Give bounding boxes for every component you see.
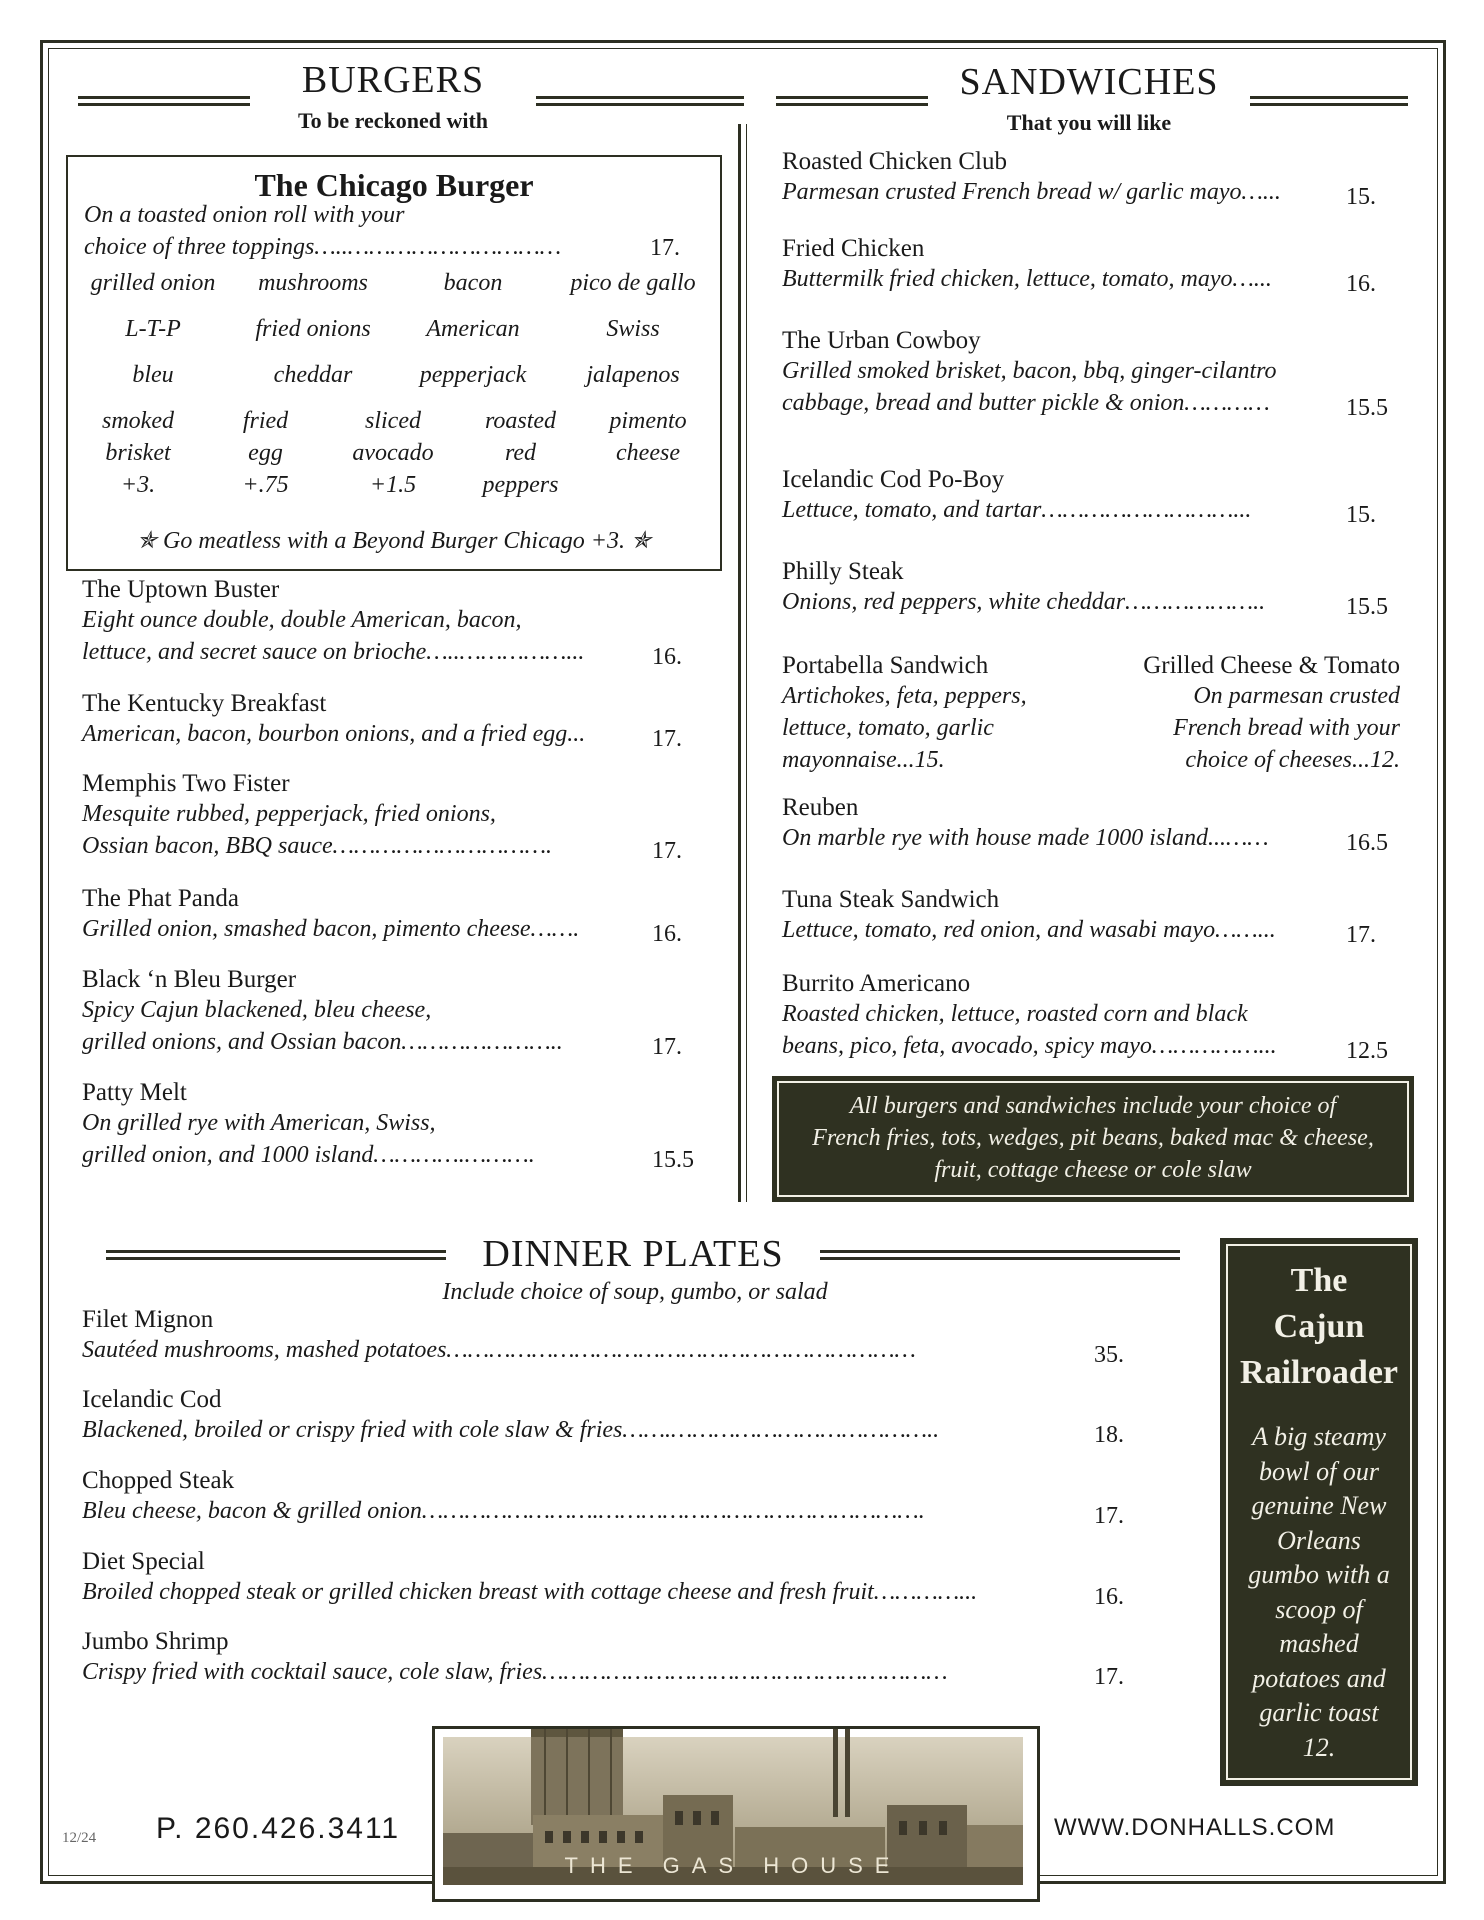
chicago-burger-desc-2: choice of three toppings…..………………………… [84, 234, 562, 260]
sandwich-item-grilled-cheese [1090, 652, 1400, 776]
item-price: 12.5 [1346, 1038, 1388, 1064]
item-price: 35. [1094, 1342, 1124, 1368]
item-desc: French bread with your [1173, 715, 1400, 741]
item-name: Icelandic Cod [82, 1386, 222, 1413]
item-name: Tuna Steak Sandwich [782, 886, 1000, 913]
sides-note-box [772, 1076, 1414, 1202]
toppings-row-1 [78, 267, 708, 299]
item-price: 18. [1094, 1422, 1124, 1448]
burger-item-phat-panda [82, 885, 712, 945]
item-price: 16.5 [1346, 830, 1388, 856]
item-desc: Lettuce, tomato, red onion, and wasabi mayo……... [782, 917, 1276, 943]
topping: pepperjack [419, 362, 527, 388]
dinner-item-icelandic-cod [82, 1386, 1132, 1446]
item-price: 15. [1346, 502, 1376, 528]
dinner-rule-left [106, 1250, 446, 1260]
dinner-item-filet-mignon [82, 1306, 1132, 1366]
item-desc: Eight ounce double, double American, bacon, [82, 607, 522, 633]
column-divider-left [738, 124, 741, 1202]
item-desc: lettuce, tomato, garlic [782, 715, 994, 741]
dinner-item-jumbo-shrimp [82, 1628, 1132, 1688]
cajun-railroader-box [1220, 1238, 1418, 1786]
phone-number: P. 260.426.3411 [156, 1812, 401, 1845]
item-desc: On marble rye with house made 1000 island...…… [782, 825, 1269, 851]
sandwich-item-burrito-americano [782, 970, 1402, 1062]
item-price: 16. [1346, 271, 1376, 297]
item-name: The Uptown Buster [82, 576, 280, 603]
chicago-burger-name: The Chicago Burger [254, 167, 534, 203]
item-price: 17. [652, 838, 682, 864]
item-desc: Bleu cheese, bacon & grilled onion…………………….………………………………………. [82, 1498, 925, 1524]
item-name: Burrito Americano [782, 970, 971, 997]
sandwich-item-tuna-steak [782, 886, 1402, 946]
item-price: 16. [652, 644, 682, 670]
toppings-row-3 [78, 359, 708, 391]
item-desc: Ossian bacon, BBQ sauce…………………………. [82, 833, 553, 859]
sandwich-item-portabella [782, 652, 1082, 776]
item-desc: grilled onion, and 1000 island………….………. [82, 1142, 535, 1168]
cajun-title: The Cajun Railroader [1239, 1262, 1398, 1391]
item-desc: Broiled chopped steak or grilled chicken breast with cottage cheese and fresh fruit…………... [82, 1579, 978, 1605]
burger-item-black-n-bleu [82, 966, 712, 1058]
burger-item-memphis-two-fister [82, 770, 712, 862]
item-desc: Grilled smoked brisket, bacon, bbq, ginger-cilantro [782, 358, 1277, 384]
topping: Swiss [606, 316, 660, 342]
item-name: Chopped Steak [82, 1467, 235, 1494]
menu-date: 12/24 [62, 1830, 97, 1846]
topping: American [426, 316, 520, 342]
dinner-title: DINNER PLATES [482, 1233, 784, 1275]
sandwich-item-reuben [782, 794, 1402, 854]
column-divider-right [746, 124, 747, 1202]
premium-topping: roasted red peppers [482, 408, 559, 498]
item-name: The Phat Panda [82, 885, 239, 912]
premium-toppings-row [78, 405, 708, 501]
item-desc: lettuce, and secret sauce on brioche…..……………... [82, 639, 585, 665]
item-desc: grilled onions, and Ossian bacon………………….. [82, 1029, 563, 1055]
topping: grilled onion [90, 270, 216, 296]
dinner-item-chopped-steak [82, 1467, 1132, 1527]
toppings-row-2 [78, 313, 708, 345]
topping: mushrooms [258, 270, 368, 296]
item-name: Icelandic Cod Po-Boy [782, 466, 1005, 493]
item-price: 17. [652, 726, 682, 752]
item-desc: Mesquite rubbed, pepperjack, fried onions, [82, 801, 496, 827]
meatless-note: ✯ Go meatless with a Beyond Burger Chicago +3. ✯ [136, 528, 652, 554]
item-name: The Kentucky Breakfast [82, 690, 327, 717]
chicago-burger-price: 17. [650, 235, 680, 261]
item-desc: Buttermilk fried chicken, lettuce, tomato, mayo…... [782, 266, 1272, 292]
topping: fried onions [255, 316, 371, 342]
dinner-item-diet-special [82, 1548, 1132, 1608]
topping: bacon [443, 270, 503, 296]
sides-note-line-3: fruit, cottage cheese or cole slaw [934, 1157, 1252, 1183]
burgers-rule-right [536, 96, 744, 106]
topping: pico de gallo [570, 270, 696, 296]
chicago-burger-desc-1: On a toasted onion roll with your [84, 202, 405, 228]
cajun-description: A big steamy bowl of our genuine New Orleans gumbo with a scoop of mashed potatoes and garlic toast 12. [1248, 1422, 1390, 1762]
item-name: Reuben [782, 794, 859, 821]
item-desc: American, bacon, bourbon onions, and a fried egg... [82, 721, 586, 747]
sides-note-line-1: All burgers and sandwiches include your choice of [849, 1093, 1337, 1119]
item-name: Filet Mignon [82, 1306, 214, 1333]
topping: cheddar [273, 362, 353, 388]
topping: jalapenos [586, 362, 680, 388]
item-desc: Artichokes, feta, peppers, [782, 683, 1027, 709]
item-desc: On grilled rye with American, Swiss, [82, 1110, 436, 1136]
burger-item-patty-melt [82, 1079, 712, 1171]
burger-item-uptown-buster [82, 576, 712, 668]
gas-house-photo-frame [432, 1726, 1040, 1902]
item-name: Grilled Cheese & Tomato [1143, 652, 1400, 679]
item-price: 16. [1094, 1584, 1124, 1610]
item-name: Black ‘n Bleu Burger [82, 966, 297, 993]
burgers-title: BURGERS [301, 59, 485, 101]
item-desc: Blackened, broiled or crispy fried with cole slaw & fries…….……………………………….. [82, 1417, 940, 1443]
sandwich-item-urban-cowboy [782, 327, 1402, 419]
item-price: 17. [1094, 1503, 1124, 1529]
premium-topping: smoked brisket +3. [102, 408, 174, 498]
item-name: Fried Chicken [782, 235, 925, 262]
item-desc: Spicy Cajun blackened, bleu cheese, [82, 997, 432, 1023]
item-desc: Roasted chicken, lettuce, roasted corn and black [782, 1001, 1248, 1027]
item-price: 15.5 [652, 1147, 694, 1173]
item-name: Jumbo Shrimp [82, 1628, 229, 1655]
item-name: Diet Special [82, 1548, 205, 1575]
item-name: Portabella Sandwich [782, 652, 989, 679]
website: WWW.DONHALLS.COM [1054, 1814, 1336, 1841]
item-desc: cabbage, bread and butter pickle & onion………… [782, 390, 1270, 416]
chicago-burger-box [66, 155, 722, 571]
item-name: Roasted Chicken Club [782, 148, 1007, 175]
sandwich-item-roasted-chicken-club [782, 148, 1402, 208]
item-desc: mayonnaise...15. [782, 747, 945, 773]
item-desc: choice of cheeses...12. [1185, 747, 1400, 773]
item-desc: Onions, red peppers, white cheddar……………….. [782, 589, 1266, 615]
item-desc: On parmesan crusted [1193, 683, 1400, 709]
sandwiches-rule-left [776, 96, 928, 106]
premium-topping: pimento cheese [609, 408, 687, 466]
sides-note-line-2: French fries, tots, wedges, pit beans, baked mac & cheese, [812, 1125, 1374, 1151]
premium-topping: fried egg +.75 [242, 408, 289, 498]
topping: L-T-P [125, 316, 181, 342]
item-name: Patty Melt [82, 1079, 187, 1106]
item-price: 17. [652, 1034, 682, 1060]
item-desc: beans, pico, feta, avocado, spicy mayo……………... [782, 1033, 1277, 1059]
item-desc: Sautéed mushrooms, mashed potatoes………………………………………………………… [82, 1337, 916, 1363]
dinner-subtitle: Include choice of soup, gumbo, or salad [442, 1279, 828, 1305]
item-name: Memphis Two Fister [82, 770, 290, 797]
dinner-rule-right [820, 1250, 1180, 1260]
sandwiches-rule-right [1250, 96, 1408, 106]
item-desc: Grilled onion, smashed bacon, pimento cheese……. [82, 916, 580, 942]
burgers-rule-left [78, 96, 250, 106]
item-desc: Parmesan crusted French bread w/ garlic mayo…... [782, 179, 1281, 205]
item-price: 15.5 [1346, 395, 1388, 421]
sandwiches-subtitle: That you will like [1006, 110, 1172, 135]
item-desc: Crispy fried with cocktail sauce, cole slaw, fries………………………………………………… [82, 1659, 948, 1685]
item-price: 16. [652, 921, 682, 947]
sandwich-item-cod-po-boy [782, 466, 1402, 526]
burgers-subtitle: To be reckoned with [297, 108, 489, 133]
item-desc: Lettuce, tomato, and tartar………………………... [782, 497, 1252, 523]
gas-house-caption: THE GAS HOUSE [564, 1853, 902, 1878]
item-price: 17. [1094, 1664, 1124, 1690]
burger-item-kentucky-breakfast [82, 690, 712, 750]
item-price: 15. [1346, 184, 1376, 210]
item-price: 17. [1346, 922, 1376, 948]
sandwich-item-philly-steak [782, 558, 1402, 618]
item-name: The Urban Cowboy [782, 327, 981, 354]
sandwiches-title: SANDWICHES [959, 61, 1219, 103]
item-name: Philly Steak [782, 558, 904, 585]
sandwich-item-fried-chicken [782, 235, 1402, 295]
premium-topping: sliced avocado +1.5 [352, 408, 434, 498]
topping: bleu [132, 362, 174, 388]
item-price: 15.5 [1346, 594, 1388, 620]
